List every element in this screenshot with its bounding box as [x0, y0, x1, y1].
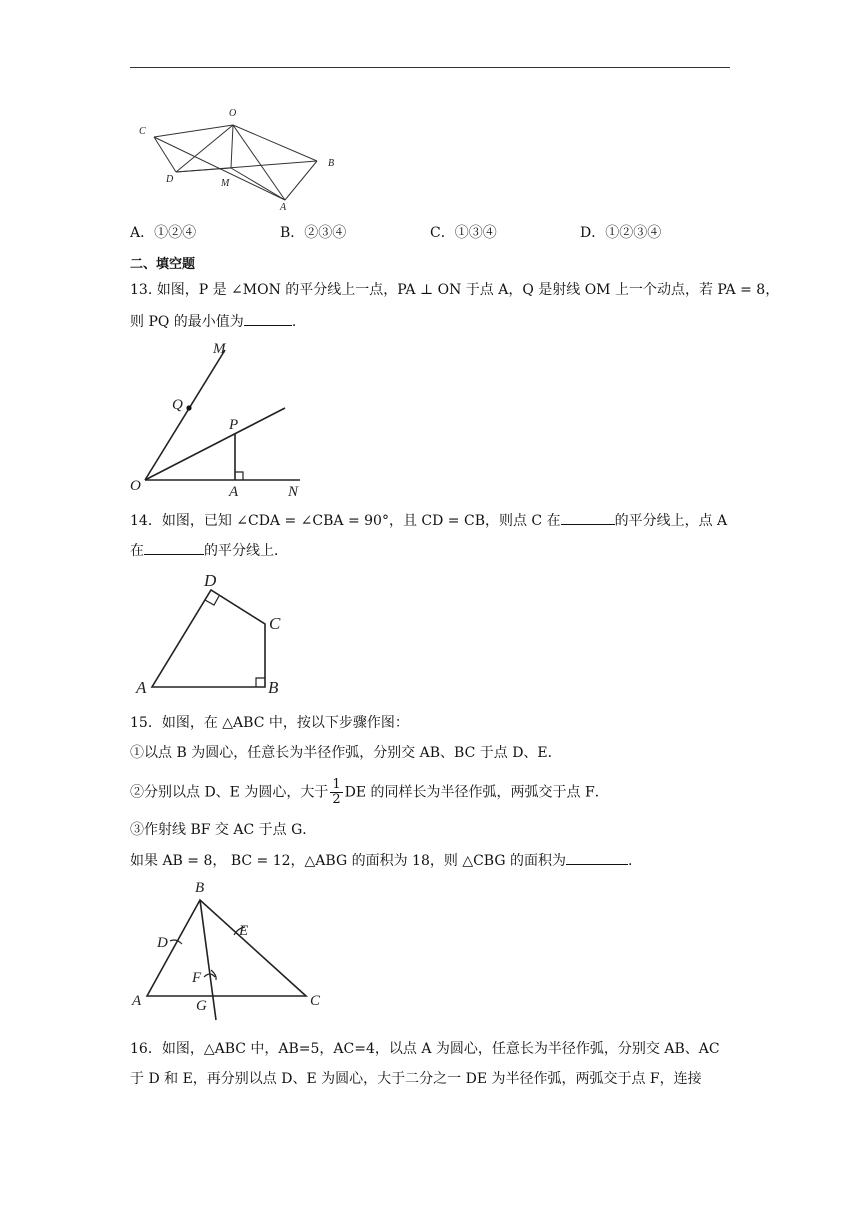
quadrilateral-ABCD — [152, 590, 265, 687]
label-C: C — [139, 126, 146, 137]
label-Q: Q — [172, 397, 183, 413]
label-N: N — [288, 484, 299, 500]
label-D: D — [166, 174, 174, 185]
q16-line1: 16．如图，△ABC 中，AB=5，AC=4，以点 A 为圆心，任意长为半径作弧，分别交 AB、AC — [130, 1041, 720, 1057]
triangle-ABC — [147, 900, 306, 996]
answer-blank-q14-2[interactable] — [144, 540, 204, 555]
ray-OP — [145, 408, 285, 480]
segment-DB — [176, 161, 317, 172]
label-A: A — [229, 484, 239, 500]
label-B: B — [328, 158, 335, 169]
label-B: B — [195, 880, 205, 896]
label-P: P — [229, 417, 239, 433]
answer-blank-q15[interactable] — [566, 850, 628, 865]
label-A: A — [136, 678, 147, 697]
label-O: O — [229, 108, 237, 119]
label-O: O — [130, 478, 141, 494]
right-angle-B — [256, 678, 265, 687]
label-A: A — [132, 993, 142, 1009]
label-C: C — [269, 614, 281, 633]
label-G: G — [196, 998, 207, 1014]
ray-OM — [145, 350, 225, 480]
figure-q13 — [128, 338, 318, 503]
figure-q12 — [130, 100, 350, 215]
q15-condition: 如果 AB = 8， BC = 12，△ABG 的面积为 18，则 △CBG 的面积为 . — [130, 850, 632, 871]
label-M: M — [221, 178, 230, 189]
segment-BA — [285, 161, 317, 200]
q13-line1: 13. 如图，P 是 ∠MON 的平分线上一点，PA ⊥ ON 于点 A，Q 是射线 OM 上一个动点，若 PA = 8， — [130, 282, 780, 298]
q14-line1: 14．如图，已知 ∠CDA = ∠CBA = 90°，且 CD = CB，则点 C 在 的平分线上，点 A — [130, 510, 727, 531]
section-title: 二、填空题 — [130, 257, 196, 272]
option-c[interactable]: C．①③④ — [430, 225, 497, 241]
q16-line2: 于 D 和 E，再分别以点 D、E 为圆心，大于二分之一 DE 为半径作弧，两弧交于点 F，连接 — [130, 1071, 702, 1087]
label-M: M — [213, 341, 226, 357]
label-C: C — [310, 993, 321, 1009]
q14-line2: 在 的平分线上． — [130, 540, 288, 561]
q15-step2: ②分别以点 D、E 为圆心，大于 $\frac{1}{2}$ DE 的同样长为半径作弧，两弧交于点 F． — [130, 777, 609, 807]
segment-OM — [231, 125, 233, 168]
option-a[interactable]: A．①②④ — [130, 225, 197, 241]
q13-line2: 则 PQ 的最小值为 . — [130, 311, 296, 332]
q15-step1: ①以点 B 为圆心，任意长为半径作弧，分别交 AB、BC 于点 D、E． — [130, 745, 562, 761]
figure-q14 — [132, 565, 292, 700]
q15-line1: 15．如图，在 △ABC 中，按以下步骤作图： — [130, 715, 409, 731]
option-b[interactable]: B．②③④ — [280, 225, 347, 241]
point-Q — [186, 405, 191, 410]
header-rule — [130, 67, 730, 68]
label-E: E — [239, 923, 249, 939]
answer-blank-q14-1[interactable] — [561, 510, 615, 525]
fraction-half: $\frac{1}{2}$ — [332, 777, 341, 807]
label-D: D — [157, 935, 168, 951]
segment-MA — [231, 168, 285, 200]
answer-blank-q13[interactable] — [244, 311, 292, 326]
option-d[interactable]: D．①②③④ — [580, 225, 662, 241]
q15-step3: ③作射线 BF 交 AC 于点 G． — [130, 822, 317, 838]
right-angle-mark — [235, 472, 243, 480]
figure-q15 — [130, 878, 330, 1026]
label-A: A — [280, 202, 287, 213]
label-D: D — [204, 571, 217, 590]
label-F: F — [192, 970, 202, 986]
label-B: B — [268, 678, 279, 697]
